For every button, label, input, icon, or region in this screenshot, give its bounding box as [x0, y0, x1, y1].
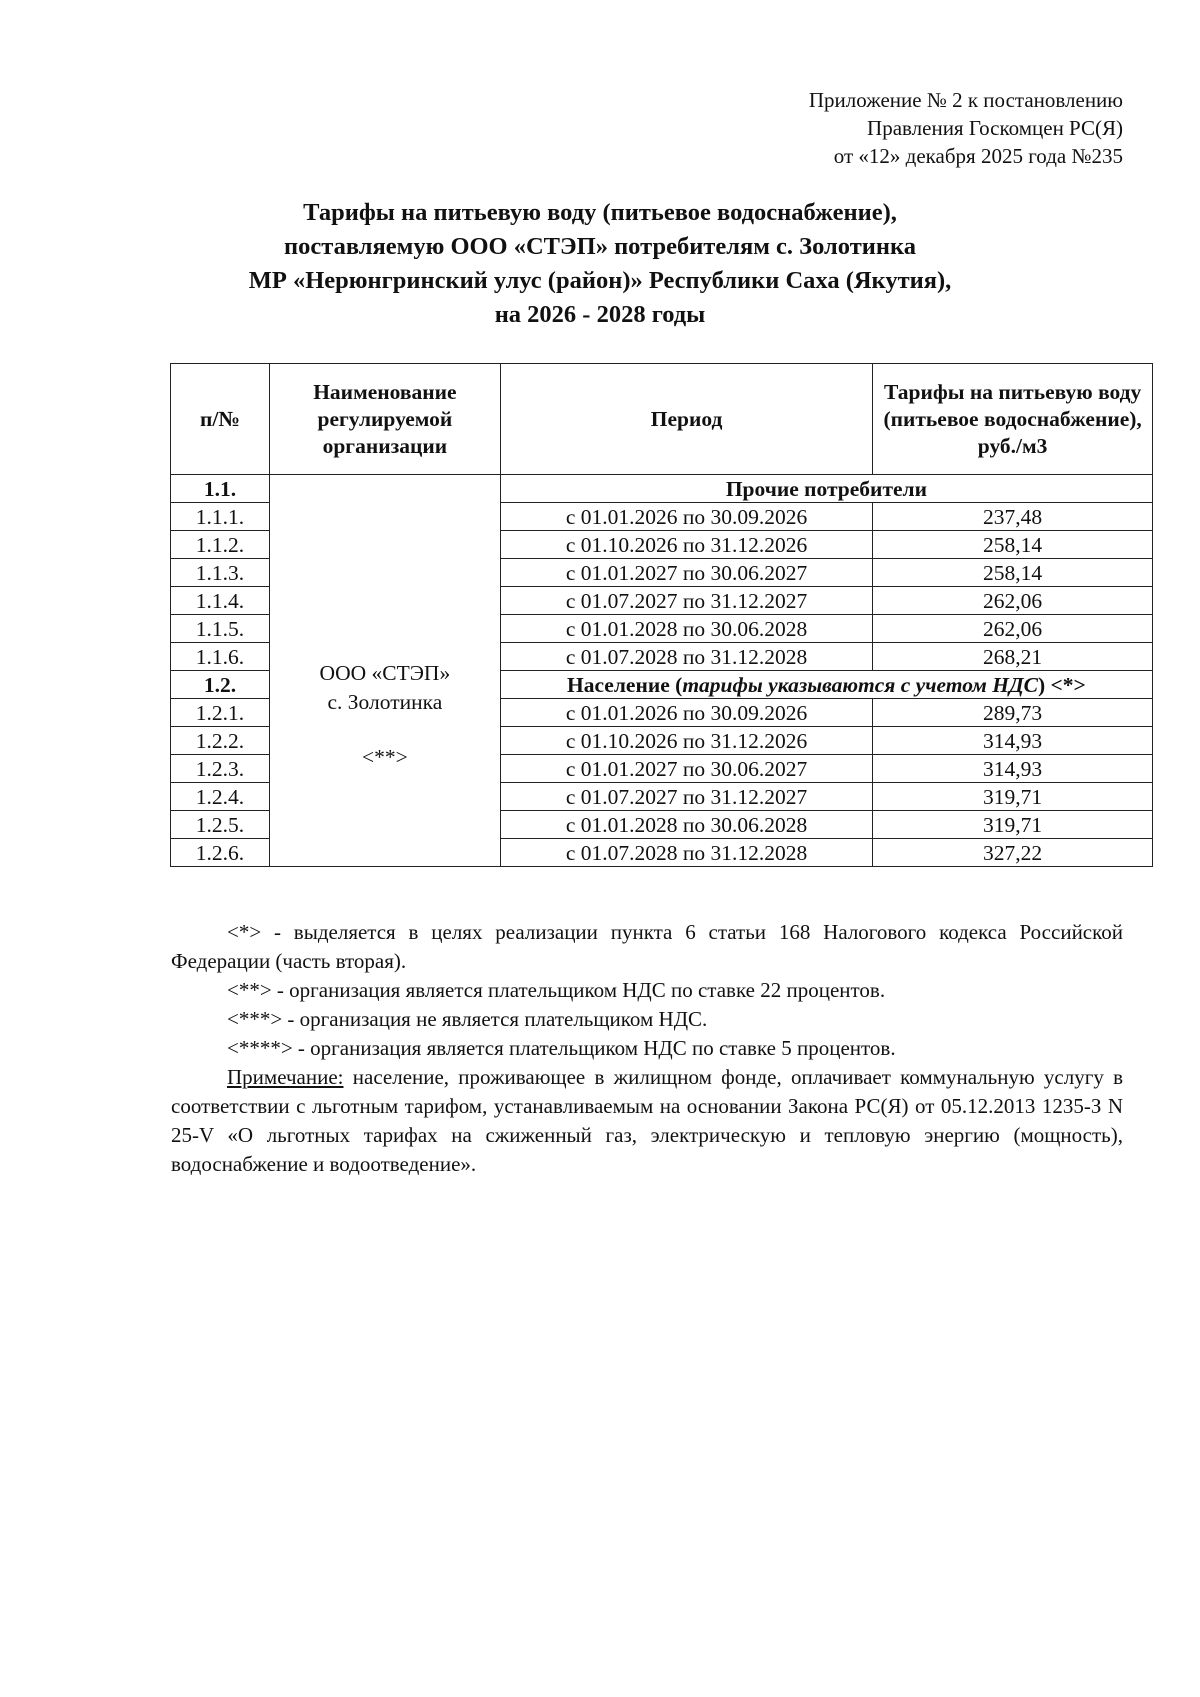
- row-num: 1.1.2.: [171, 531, 270, 559]
- row-tariff: 289,73: [873, 699, 1153, 727]
- row-tariff: 314,93: [873, 755, 1153, 783]
- row-tariff: 314,93: [873, 727, 1153, 755]
- group-label-italic: тарифы указываются с учетом НДС: [682, 672, 1038, 697]
- remark: [171, 1063, 1123, 1179]
- row-period: с 01.07.2027 по 31.12.2027: [500, 783, 872, 811]
- row-num: 1.2.2.: [171, 727, 270, 755]
- group-label-text: Прочие потребители: [725, 476, 928, 501]
- row-tariff: 319,71: [873, 783, 1153, 811]
- tariff-table: [170, 363, 1153, 867]
- organization-cell: [269, 475, 500, 867]
- appendix-line: Приложение № 2 к постановлению: [808, 88, 1123, 112]
- group-num: 1.1.: [171, 475, 270, 503]
- row-tariff: 327,22: [873, 839, 1153, 867]
- appendix-line: Правления Госкомцен РС(Я): [867, 116, 1123, 140]
- header-num: п/№: [171, 364, 270, 475]
- row-tariff: 258,14: [873, 531, 1153, 559]
- title-line: МР «Нерюнгринский улус (район)» Республики Саха (Якутия),: [248, 267, 952, 294]
- row-tariff: 262,06: [873, 587, 1153, 615]
- group-label-suffix: ) <*>: [1038, 672, 1086, 697]
- row-period: с 01.01.2028 по 30.06.2028: [500, 811, 872, 839]
- footnotes: [171, 918, 1123, 1179]
- table-header-row: [171, 364, 1153, 475]
- row-num: 1.2.5.: [171, 811, 270, 839]
- row-tariff: 262,06: [873, 615, 1153, 643]
- header-organization: Наименование регулируемой организации: [269, 364, 500, 475]
- row-period: с 01.07.2028 по 31.12.2028: [500, 643, 872, 671]
- document-title: [0, 196, 1200, 332]
- row-period: с 01.10.2026 по 31.12.2026: [500, 727, 872, 755]
- footnote: <**> - организация является плательщиком НДС по ставке 22 процентов.: [227, 978, 886, 1002]
- row-period: с 01.01.2027 по 30.06.2027: [500, 559, 872, 587]
- organization-line: ООО «СТЭП»: [319, 661, 451, 685]
- row-num: 1.1.3.: [171, 559, 270, 587]
- row-num: 1.1.1.: [171, 503, 270, 531]
- footnote: <****> - организация является плательщиком НДС по ставке 5 процентов.: [227, 1036, 896, 1060]
- row-num: 1.2.6.: [171, 839, 270, 867]
- group-num: 1.2.: [171, 671, 270, 699]
- remark-text: население, проживающее в жилищном фонде, оплачивает коммунальную услугу в соответствии с льготным тарифом, устанавливаемым на основании Закона РС(Я) от 05.12.2013 1235-З N 25-V «О льготных тарифах на сжиженный газ, электрическую и тепловую энергию (мощность), водоснабжение и водоотведение».: [171, 1065, 1123, 1176]
- footnote: <*> - выделяется в целях реализации пункта 6 статьи 168 Налогового кодекса Российской Федерации (часть вторая).: [171, 920, 1123, 973]
- appendix-header: [809, 86, 1123, 170]
- footnote: <***> - организация не является плательщиком НДС.: [227, 1007, 708, 1031]
- title-line: Тарифы на питьевую воду (питьевое водоснабжение),: [303, 199, 897, 226]
- title-line: поставляемую ООО «СТЭП» потребителям с. Золотинка: [284, 233, 916, 260]
- group-label-text: Население (: [567, 672, 683, 697]
- row-period: с 01.07.2027 по 31.12.2027: [500, 587, 872, 615]
- row-tariff: 268,21: [873, 643, 1153, 671]
- row-period: с 01.01.2026 по 30.09.2026: [500, 503, 872, 531]
- appendix-line: от «12» декабря 2025 года №235: [833, 144, 1123, 168]
- row-tariff: 258,14: [873, 559, 1153, 587]
- row-period: с 01.01.2026 по 30.09.2026: [500, 699, 872, 727]
- row-num: 1.1.6.: [171, 643, 270, 671]
- row-period: с 01.07.2028 по 31.12.2028: [500, 839, 872, 867]
- row-num: 1.1.4.: [171, 587, 270, 615]
- header-period: Период: [500, 364, 872, 475]
- remark-label: Примечание:: [227, 1065, 344, 1089]
- group-row: [171, 475, 1153, 503]
- row-period: с 01.01.2027 по 30.06.2027: [500, 755, 872, 783]
- row-num: 1.2.1.: [171, 699, 270, 727]
- row-period: с 01.10.2026 по 31.12.2026: [500, 531, 872, 559]
- header-tariff: Тарифы на питьевую воду (питьевое водоснабжение), руб./м3: [873, 364, 1153, 475]
- organization-line: с. Золотинка: [327, 690, 443, 714]
- row-num: 1.1.5.: [171, 615, 270, 643]
- row-num: 1.2.3.: [171, 755, 270, 783]
- organization-line: <**>: [361, 745, 408, 769]
- row-tariff: 237,48: [873, 503, 1153, 531]
- row-period: с 01.01.2028 по 30.06.2028: [500, 615, 872, 643]
- group-label: [500, 475, 1152, 503]
- group-label: [500, 671, 1152, 699]
- row-tariff: 319,71: [873, 811, 1153, 839]
- row-num: 1.2.4.: [171, 783, 270, 811]
- title-line: на 2026 - 2028 годы: [494, 301, 706, 328]
